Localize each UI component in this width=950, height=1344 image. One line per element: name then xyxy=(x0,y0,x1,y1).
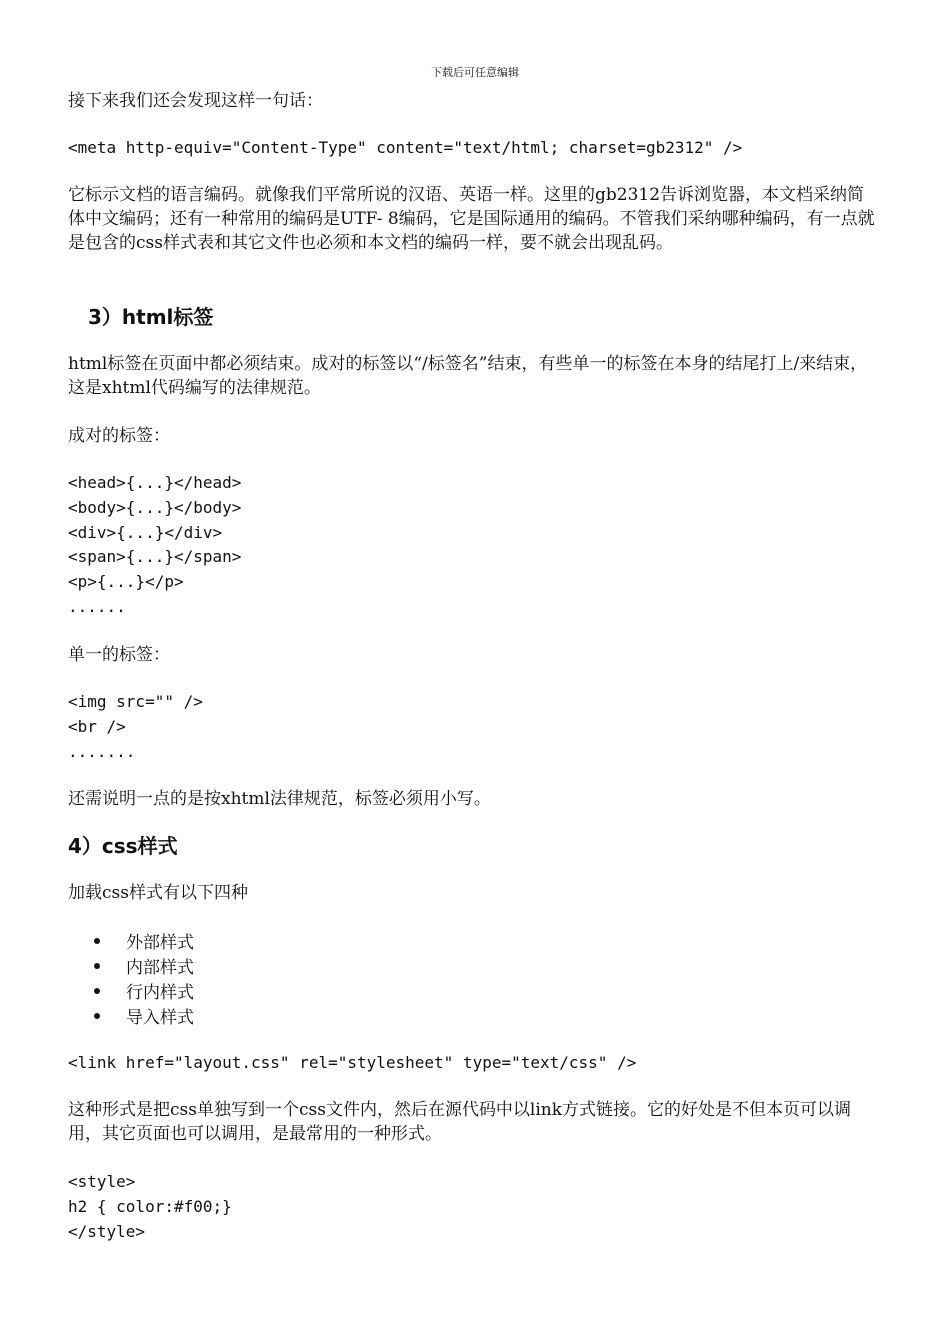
code-line: </style> xyxy=(68,1221,146,1241)
section3-paragraph: html标签在页面中都必须结束。成对的标签以“/标签名”结束，有些单一的标签在本身的结尾打上/来结束，这是xhtml代码编写的法律规范。 xyxy=(68,354,868,398)
intro-text: 接下来我们还会发现这样一句话： xyxy=(68,91,323,111)
list-item-label: 内部样式 xyxy=(126,958,194,978)
code-line: <br /> xyxy=(68,716,126,736)
section3-heading: 3）html标签 xyxy=(88,305,214,329)
paired-tags-code xyxy=(68,471,241,620)
meta-code-line: <meta http-equiv="Content-Type" content="text/html; charset=gb2312" /> xyxy=(68,138,743,157)
code-line: <style> xyxy=(68,1172,136,1191)
list-item-label: 导入样式 xyxy=(126,1008,194,1028)
bullet-icon xyxy=(94,963,100,969)
list-item xyxy=(94,978,194,1003)
lowercase-note: 还需说明一点的是按xhtml法律规范，标签必须用小写。 xyxy=(68,789,491,809)
list-item xyxy=(94,953,194,978)
code-line: <body>{...}</body> xyxy=(68,497,242,517)
link-code-line: <link href="layout.css" rel="stylesheet" type="text/css" /> xyxy=(68,1053,637,1072)
page-header: 下载后可任意编辑 xyxy=(431,66,519,79)
single-tags-label: 单一的标签： xyxy=(68,645,170,665)
link-paragraph: 这种形式是把css单独写到一个css文件内，然后在源代码中以link方式链接。它的好处是不但本页可以调用，其它页面也可以调用，是最常用的一种形式。 xyxy=(68,1100,852,1144)
code-line: ....... xyxy=(68,741,136,761)
list-item-label: 行内样式 xyxy=(126,983,194,1003)
code-line: <p>{...}</p> xyxy=(68,572,184,592)
encoding-paragraph: 它标示文档的语言编码。就像我们平常所说的汉语、英语一样。这里的gb2312告诉浏览器，本文档采纳简体中文编码；还有一种常用的编码是UTF- 8编码，它是国际通用的编码。不管我们采纳哪种编码，有一点就是包含的css样式表和其它文件也必须和本文档的编码一样，要不就会出现乱码。 xyxy=(68,185,875,253)
code-line: <span>{...}</span> xyxy=(68,547,242,567)
code-line: <div>{...}</div> xyxy=(68,522,223,542)
style-code xyxy=(68,1170,232,1244)
list-item xyxy=(94,1003,194,1028)
css-intro-text: 加载css样式有以下四种 xyxy=(68,883,248,903)
css-types-list xyxy=(94,928,194,1028)
code-line: <img src="" /> xyxy=(68,692,203,711)
bullet-icon xyxy=(94,988,100,994)
list-item xyxy=(94,928,194,953)
bullet-icon xyxy=(94,1013,100,1019)
code-line: ...... xyxy=(68,596,126,616)
bullet-icon xyxy=(94,938,100,944)
list-item-label: 外部样式 xyxy=(126,933,194,953)
code-line: <head>{...}</head> xyxy=(68,473,242,492)
section4-heading: 4）css样式 xyxy=(68,834,178,858)
single-tags-code xyxy=(68,690,203,764)
paired-tags-label: 成对的标签： xyxy=(68,426,170,446)
code-line: h2 { color:#f00;} xyxy=(68,1196,232,1216)
